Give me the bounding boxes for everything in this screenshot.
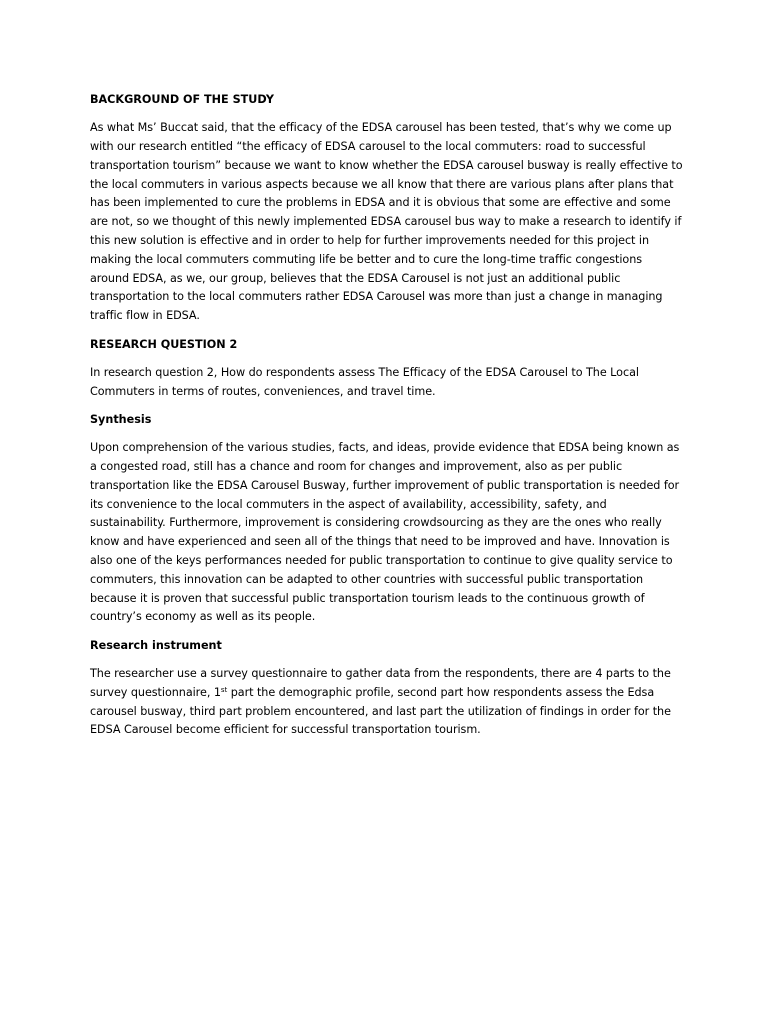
instrument-text-part2: part the demographic profile, second part how respondents assess the Edsa carousel busway, third part problem encountered, and last part the utilization of findings in order for the EDSA Carousel become efficient for successful transportation tourism. [90,685,671,737]
synthesis-paragraph: Upon comprehension of the various studies, facts, and ideas, provide evidence that EDSA being known as a congested road, still has a chance and room for changes and improvement, also as per public transportation like the EDSA Carousel Busway, further improvement of public transportation is needed for its convenience to the local commuters in the aspect of availability, accessibility, safety, and sustainability. Furthermore, improvement is considering crowdsourcing as they are the ones who really know and have experienced and seen all of the things that need to be improved and have. Innovation is also one of the keys performances needed for public transportation to continue to give quality service to commuters, this innovation can be adapted to other countries with successful public transportation because it is proven that successful public transportation tourism leads to the continuous growth of country’s economy as well as its people. [90,441,680,624]
research-question-heading: RESEARCH QUESTION 2 [90,337,238,351]
synthesis-heading: Synthesis [90,412,152,426]
instrument-text-part1: The researcher use a survey questionnaire to gather data from the respondents, there are 4 parts to the survey questionnaire, 1 [90,667,671,699]
ordinal-superscript: st [220,685,228,694]
document-page [90,91,684,740]
background-paragraph: As what Ms’ Buccat said, that the efficacy of the EDSA carousel has been tested, that’s why we come up with our research entitled “the efficacy of EDSA carousel to the local commuters: road to successful transportation tourism” because we want to know whether the EDSA carousel busway is really effective to the local commuters in various aspects because we all know that there are various plans after plans that has been implemented to cure the problems in EDSA and it is obvious that some are effective and some are not, so we thought of this newly implemented EDSA carousel bus way to make a research to identify if this new solution is effective and in order to help for further improvements needed for this project in making the local commuters commuting life be better and to cure the long-time traffic congestions around EDSA, as we, our group, believes that the EDSA Carousel is not just an additional public transportation to the local commuters rather EDSA Carousel was more than just a change in managing traffic flow in EDSA. [90,121,683,323]
background-heading: BACKGROUND OF THE STUDY [90,93,274,106]
research-question-paragraph: In research question 2, How do respondents assess The Efficacy of the EDSA Carousel to The Local Commuters in terms of routes, conveniences, and travel time. [90,365,639,398]
research-instrument-heading: Research instrument [90,638,222,652]
research-instrument-paragraph [90,665,684,740]
